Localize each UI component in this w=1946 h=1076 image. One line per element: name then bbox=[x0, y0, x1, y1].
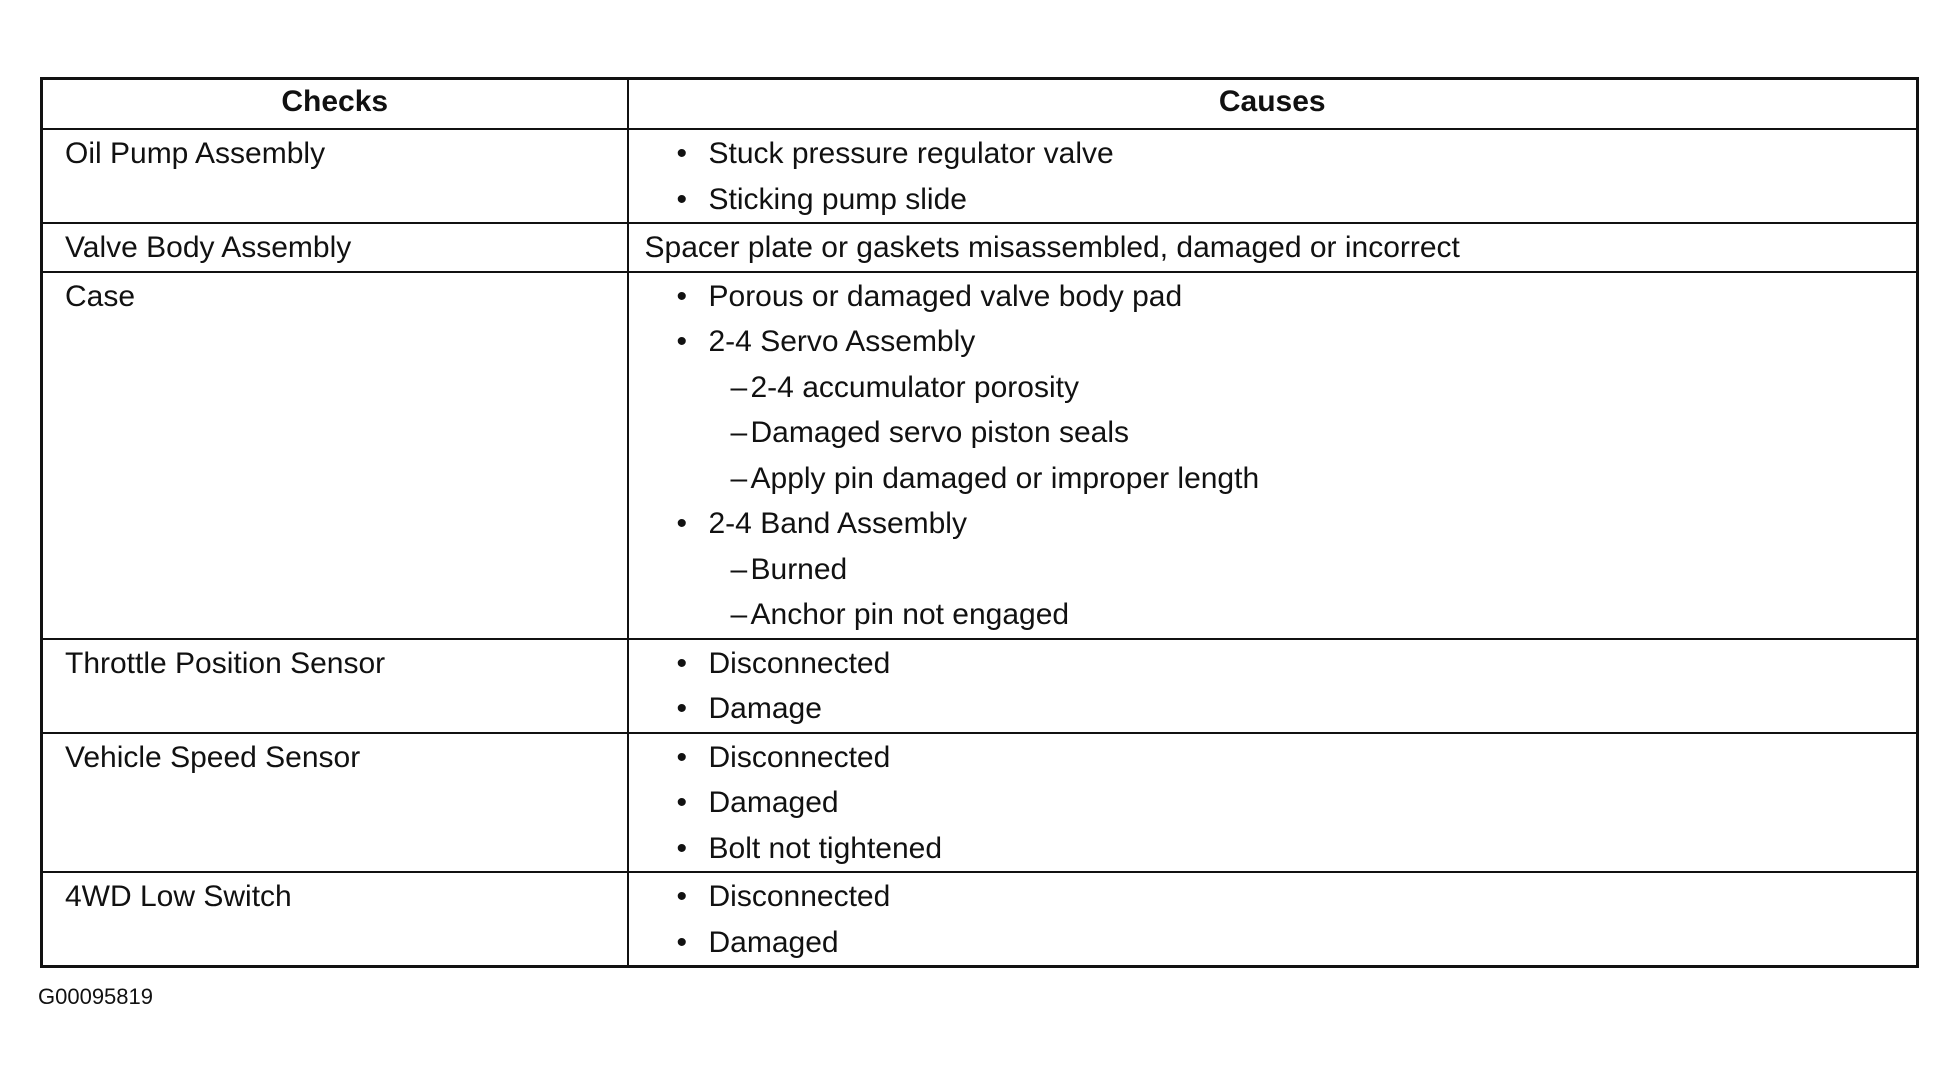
cause-cell bbox=[628, 272, 1918, 639]
header-checks: Checks bbox=[42, 79, 628, 130]
table-row bbox=[42, 129, 1918, 223]
cause-item-text: Disconnected bbox=[708, 740, 891, 774]
cause-list bbox=[647, 641, 1917, 732]
check-cell: Throttle Position Sensor bbox=[42, 639, 628, 733]
cause-item-text: Damaged bbox=[708, 786, 839, 819]
check-cell: 4WD Low Switch bbox=[42, 872, 628, 967]
cause-item-text: Stuck pressure regulator valve bbox=[708, 137, 1114, 170]
cause-item bbox=[647, 501, 1917, 638]
table-header-row bbox=[42, 79, 1918, 130]
cause-item bbox=[647, 177, 1917, 223]
cause-list bbox=[647, 131, 1917, 222]
table-row bbox=[42, 272, 1918, 639]
sub-cause-list bbox=[709, 547, 1917, 638]
check-cell: Valve Body Assembly bbox=[42, 223, 628, 272]
cause-item bbox=[647, 641, 1917, 687]
figure-id: G00095819 bbox=[38, 984, 153, 1009]
table-row bbox=[42, 733, 1918, 873]
checks-causes-table-container bbox=[40, 77, 1916, 968]
table-row bbox=[42, 223, 1918, 272]
check-cell: Case bbox=[42, 272, 628, 639]
cause-item-text: Damage bbox=[708, 692, 822, 725]
cause-item-text: Damaged bbox=[708, 925, 839, 959]
table-body bbox=[42, 129, 1918, 967]
cause-item-text: Disconnected bbox=[708, 646, 891, 680]
cause-item bbox=[647, 874, 1917, 920]
cause-item bbox=[647, 826, 1917, 872]
cause-item bbox=[647, 920, 1917, 966]
sub-cause-item: – Damaged servo piston seals bbox=[709, 410, 1917, 456]
table-row bbox=[42, 872, 1918, 967]
cause-list bbox=[647, 735, 1917, 872]
cause-cell-text: Spacer plate or gaskets misassembled, damaged or incorrect bbox=[628, 223, 1918, 272]
cause-list bbox=[647, 274, 1917, 638]
cause-item bbox=[647, 274, 1917, 320]
cause-item-text: Disconnected bbox=[708, 880, 891, 913]
header-causes: Causes bbox=[628, 79, 1918, 130]
check-cell: Vehicle Speed Sensor bbox=[42, 733, 628, 873]
cause-item bbox=[647, 686, 1917, 732]
cause-item-text: 2-4 Band Assembly bbox=[708, 507, 967, 540]
cause-item bbox=[647, 780, 1917, 826]
cause-item-text: Porous or damaged valve body pad bbox=[708, 279, 1183, 313]
cause-item bbox=[647, 131, 1917, 177]
cause-item-text: 2-4 Servo Assembly bbox=[708, 325, 976, 358]
table-row bbox=[42, 639, 1918, 733]
sub-cause-item: – Anchor pin not engaged bbox=[709, 592, 1917, 638]
cause-item-text: Bolt not tightened bbox=[708, 831, 943, 865]
cause-cell bbox=[628, 639, 1918, 733]
cause-cell bbox=[628, 129, 1918, 223]
check-cell: Oil Pump Assembly bbox=[42, 129, 628, 223]
sub-cause-item: – Apply pin damaged or improper length bbox=[709, 456, 1917, 502]
cause-cell bbox=[628, 733, 1918, 873]
sub-cause-item: – 2-4 accumulator porosity bbox=[709, 365, 1917, 411]
cause-item bbox=[647, 319, 1917, 501]
checks-causes-table bbox=[40, 77, 1919, 968]
sub-cause-item: – Burned bbox=[709, 547, 1917, 593]
cause-list bbox=[647, 874, 1917, 965]
cause-item-text: Sticking pump slide bbox=[708, 182, 967, 216]
cause-cell bbox=[628, 872, 1918, 967]
cause-item bbox=[647, 735, 1917, 781]
sub-cause-list bbox=[709, 365, 1917, 502]
